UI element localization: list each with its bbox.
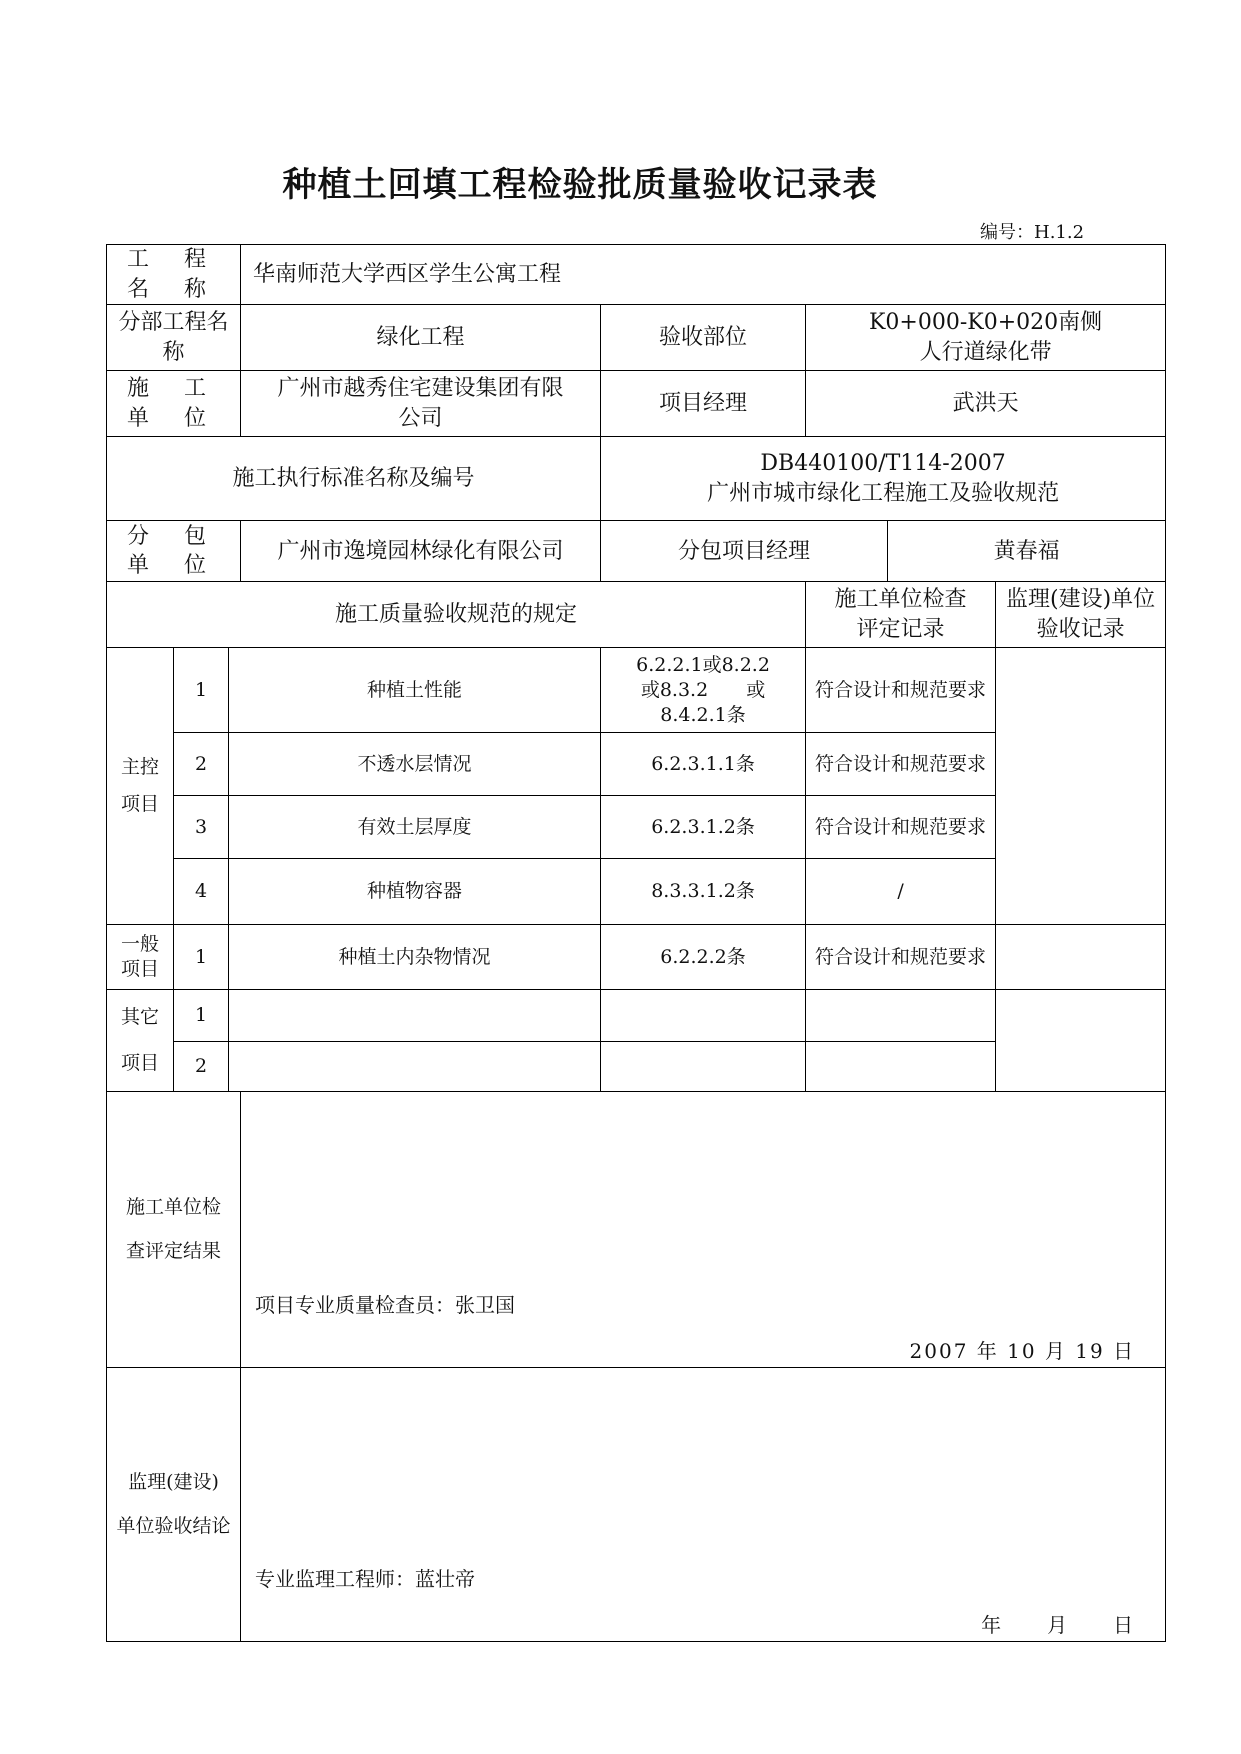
supervisor-result-label-line-1: 监理(建设) (128, 1471, 219, 1494)
item-name: 种植土内杂物情况 (229, 925, 601, 990)
contractor-result-label-line-2: 查评定结果 (126, 1239, 222, 1262)
supervision-record-cell (996, 648, 1166, 925)
item-clause: 6.2.2.2条 (601, 925, 806, 990)
item-clause-line-2: 或8.3.2 或 (640, 679, 766, 702)
item-number: 2 (174, 1042, 229, 1092)
item-name (229, 990, 601, 1042)
check-record-header-line-1: 施工单位检查 (834, 587, 967, 613)
standard-row (107, 437, 1166, 521)
item-number: 1 (174, 925, 229, 990)
item-result: 符合设计和规范要求 (806, 648, 996, 733)
location-value (806, 305, 1166, 371)
table-row (107, 925, 1166, 990)
item-clause (601, 648, 806, 733)
contractor-result-label-line-1: 施工单位检 (126, 1196, 222, 1219)
column-header-row (107, 582, 1166, 648)
item-number: 1 (174, 648, 229, 733)
subcontractor-value: 广州市逸境园林绿化有限公司 (241, 521, 601, 582)
contractor-result-row (107, 1092, 1166, 1368)
item-result: / (806, 859, 996, 925)
sub-project-row (107, 305, 1166, 371)
other-label-line-1: 其它 (120, 1006, 159, 1029)
contractor-line-2: 公司 (398, 405, 443, 431)
general-label-line-2: 项目 (120, 958, 159, 981)
project-manager-label: 项目经理 (601, 371, 806, 437)
supervision-record-cell (996, 990, 1166, 1092)
supervisor-result-label-line-2: 单位验收结论 (116, 1514, 231, 1537)
project-name-value: 华南师范大学西区学生公寓工程 (241, 245, 1166, 305)
standard-value (601, 437, 1166, 521)
general-label-line-1: 一般 (120, 932, 159, 955)
item-number: 4 (174, 859, 229, 925)
other-label-line-2: 项目 (120, 1051, 159, 1074)
item-result: 符合设计和规范要求 (806, 925, 996, 990)
project-name-row (107, 245, 1166, 305)
main-control-label-line-2: 项目 (120, 793, 159, 816)
item-clause (601, 990, 806, 1042)
spec-column-header: 施工质量验收规范的规定 (107, 582, 806, 648)
check-record-header-line-2: 评定记录 (856, 616, 945, 642)
item-result: 符合设计和规范要求 (806, 733, 996, 796)
project-name-label: 工 程 名 称 (107, 245, 241, 305)
item-result (806, 990, 996, 1042)
standard-code: DB440100/T114-2007 (760, 451, 1006, 477)
document-number: 编号：H.1.2 (980, 222, 1085, 243)
quality-inspector-signature: 项目专业质量检查员：张卫国 (255, 1293, 516, 1318)
contractor-result-content (241, 1092, 1166, 1368)
item-name: 种植物容器 (229, 859, 601, 925)
subcontractor-label: 分 包 单 位 (107, 521, 241, 582)
main-control-label (107, 648, 174, 925)
contractor-result-date: 2007 年 10 月 19 日 (909, 1339, 1136, 1364)
item-result (806, 1042, 996, 1092)
general-label (107, 925, 174, 990)
contractor-label: 施 工 单 位 (107, 371, 241, 437)
location-line-2: 人行道绿化带 (919, 339, 1052, 365)
supervision-record-header-line-2: 验收记录 (1036, 616, 1125, 642)
location-label: 验收部位 (601, 305, 806, 371)
other-label (107, 990, 174, 1092)
item-clause: 8.3.3.1.2条 (601, 859, 806, 925)
project-manager-value: 武洪天 (806, 371, 1166, 437)
item-name (229, 1042, 601, 1092)
supervision-record-cell (996, 925, 1166, 990)
contractor-row (107, 371, 1166, 437)
table-row (107, 648, 1166, 733)
standard-name: 广州市城市绿化工程施工及验收规范 (707, 480, 1060, 506)
item-clause: 6.2.3.1.1条 (601, 733, 806, 796)
supervision-engineer-signature: 专业监理工程师：蓝壮帝 (255, 1567, 476, 1592)
supervisor-result-label (107, 1368, 241, 1642)
contractor-result-label (107, 1092, 241, 1368)
standard-label: 施工执行标准名称及编号 (107, 437, 601, 521)
item-number: 3 (174, 796, 229, 859)
location-line-1: K0+000-K0+020南侧 (868, 310, 1103, 336)
item-clause: 6.2.3.1.2条 (601, 796, 806, 859)
contractor-value (241, 371, 601, 437)
supervision-record-header-line-1: 监理(建设)单位 (1005, 587, 1156, 613)
table-row (107, 990, 1166, 1042)
main-control-label-line-1: 主控 (120, 755, 159, 778)
supervisor-result-content (241, 1368, 1166, 1642)
item-number: 1 (174, 990, 229, 1042)
subcontractor-row (107, 521, 1166, 582)
sub-project-manager-value: 黄春福 (888, 521, 1166, 582)
item-number: 2 (174, 733, 229, 796)
item-clause-line-1: 6.2.2.1或8.2.2 (636, 654, 770, 677)
sub-project-label: 分部工程名称 (107, 305, 241, 371)
check-record-header (806, 582, 996, 648)
item-name: 种植土性能 (229, 648, 601, 733)
page-title: 种植土回填工程检验批质量验收记录表 (282, 165, 878, 205)
sub-project-manager-label: 分包项目经理 (601, 521, 888, 582)
item-result: 符合设计和规范要求 (806, 796, 996, 859)
supervisor-result-date: 年 月 日 (981, 1613, 1136, 1638)
item-clause (601, 1042, 806, 1092)
supervisor-result-row (107, 1368, 1166, 1642)
item-name: 不透水层情况 (229, 733, 601, 796)
contractor-line-1: 广州市越秀住宅建设集团有限 (277, 376, 564, 402)
item-clause-line-3: 8.4.2.1条 (660, 703, 746, 726)
sub-project-value: 绿化工程 (241, 305, 601, 371)
item-name: 有效土层厚度 (229, 796, 601, 859)
inspection-record-table (106, 244, 1166, 1642)
supervision-record-header (996, 582, 1166, 648)
